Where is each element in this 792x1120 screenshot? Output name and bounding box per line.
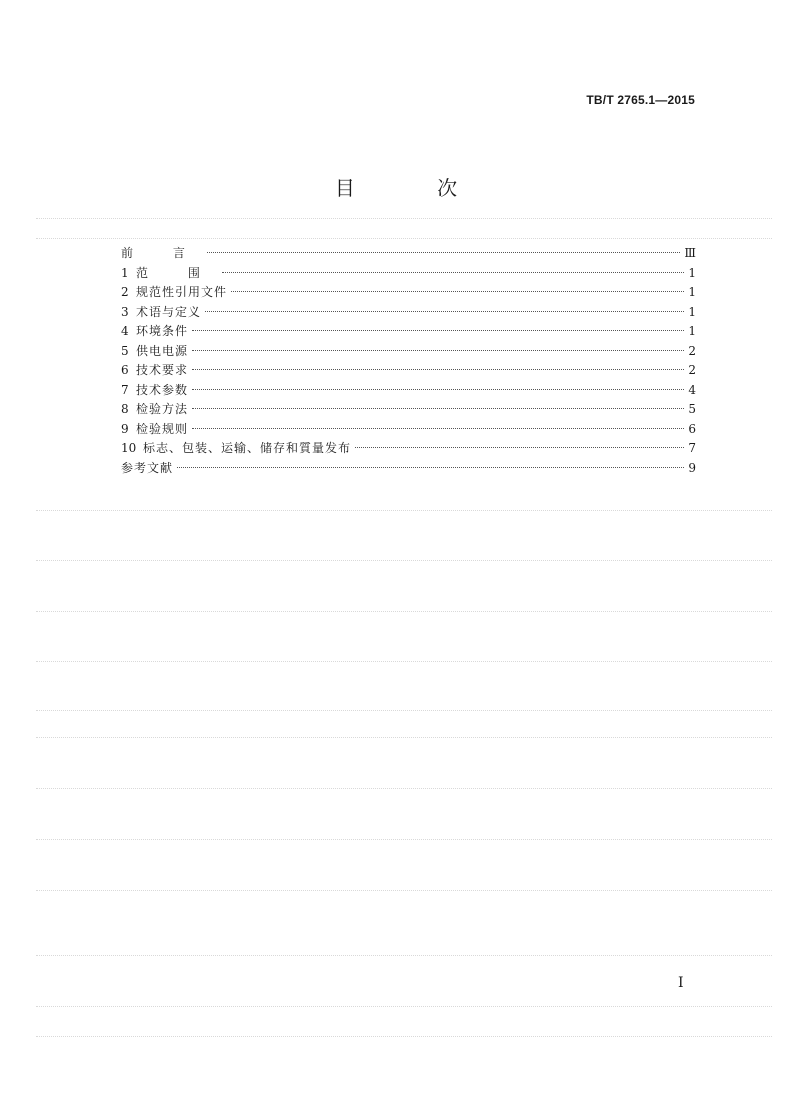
toc-entry-label: 检验规则 [136,421,189,436]
toc-entry-foreword[interactable] [121,244,696,264]
toc-entry-8[interactable] [121,400,696,420]
toc-entry-5[interactable] [121,342,696,362]
toc-entry-number: 10 [121,441,137,455]
toc-entry-label: 标志、包装、运输、储存和質量发布 [143,441,352,455]
toc-entry-number: 3 [121,304,129,319]
toc-entry-page: Ⅲ [684,246,696,260]
toc-entry-label: 前 言 [121,246,203,260]
toc-leader [177,467,684,468]
toc-entry-page: 1 [688,285,696,299]
toc-entry-6[interactable] [121,361,696,381]
toc-entry-page: 2 [688,343,696,358]
toc-title: 目 次 [334,176,496,200]
toc-entry-number: 7 [121,382,129,397]
background-line [36,661,772,662]
background-line [36,955,772,956]
toc-entry-4[interactable] [121,322,696,342]
toc-entry-10[interactable] [121,439,696,459]
toc-leader [192,408,684,409]
toc-entry-references[interactable] [121,459,696,479]
background-line [36,218,772,219]
toc-entry-label: 环境条件 [136,324,189,338]
toc-leader [355,447,684,448]
toc-leader [192,369,684,370]
toc-entry-number: 5 [121,343,129,358]
toc-entry-page: 6 [688,421,696,436]
toc-entry-2[interactable] [121,283,696,303]
background-line [36,611,772,612]
toc-entry-number: 1 [121,265,129,280]
toc-leader [231,291,684,292]
toc-entry-page: 1 [688,324,696,338]
background-line [36,560,772,561]
toc-entry-number: 2 [121,285,129,299]
toc-entry-9[interactable] [121,420,696,440]
toc-entry-1[interactable] [121,264,696,284]
background-line [36,890,772,891]
background-line [36,510,772,511]
toc-leader [192,428,684,429]
toc-entry-label: 规范性引用文件 [136,285,228,299]
page-number: I [678,975,684,991]
toc-entry-3[interactable] [121,303,696,323]
background-line [36,839,772,840]
toc-entry-page: 7 [688,441,696,455]
toc-entry-label: 供电电源 [136,343,189,358]
toc-entry-page: 9 [688,460,696,475]
table-of-contents [121,244,696,478]
toc-leader [207,252,681,253]
toc-leader [192,350,684,351]
toc-entry-label: 技术要求 [136,363,189,377]
toc-entry-label: 范 围 [136,265,218,280]
background-line [36,1006,772,1007]
toc-entry-number: 8 [121,402,129,416]
toc-entry-label: 参考文献 [121,460,174,475]
background-line [36,710,772,711]
toc-entry-label: 检验方法 [136,402,189,416]
background-line [36,1036,772,1037]
toc-leader [192,330,684,331]
background-line [36,737,772,738]
toc-entry-number: 4 [121,324,129,338]
background-line [36,238,772,239]
toc-entry-7[interactable] [121,381,696,401]
toc-entry-label: 术语与定义 [136,304,202,319]
toc-leader [192,389,684,390]
document-code: TB/T 2765.1—2015 [586,93,695,107]
toc-leader [205,311,684,312]
toc-entry-page: 1 [688,265,696,280]
toc-leader [222,272,684,273]
toc-entry-page: 2 [688,363,696,377]
background-line [36,788,772,789]
toc-entry-label: 技术参数 [136,382,189,397]
toc-entry-page: 1 [688,304,696,319]
toc-entry-number: 6 [121,363,129,377]
toc-entry-page: 5 [688,402,696,416]
toc-entry-page: 4 [688,382,696,397]
toc-entry-number: 9 [121,421,129,436]
